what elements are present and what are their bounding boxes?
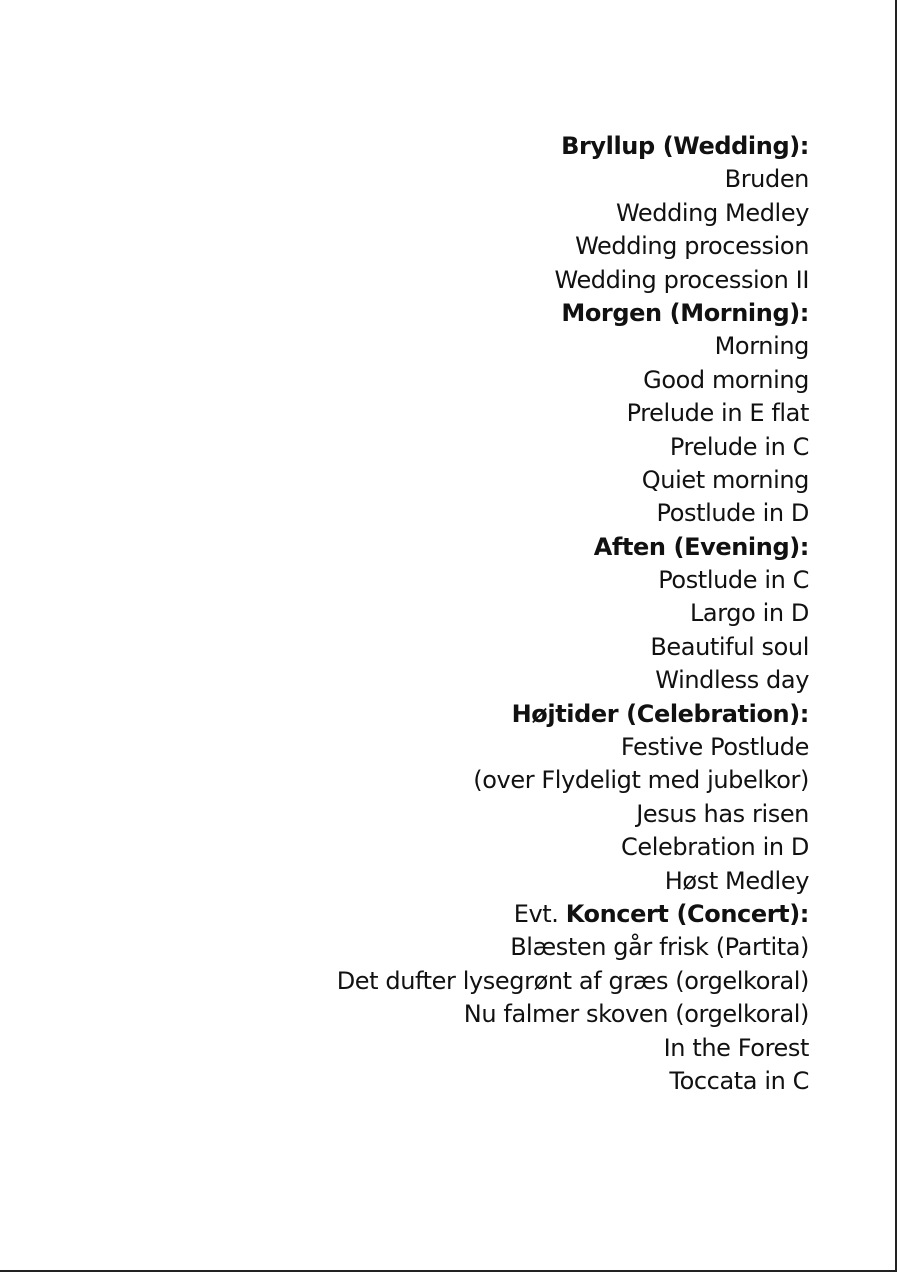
section-heading-evening xyxy=(89,531,809,564)
list-item: Blæsten går frisk (Partita) xyxy=(510,933,809,962)
list-item: Høst Medley xyxy=(664,866,809,895)
section-prefix: Evt. xyxy=(513,899,566,928)
section-title: Morgen (Morning): xyxy=(561,298,809,327)
section-title: Aften (Evening): xyxy=(593,532,809,561)
list-item: Quiet morning xyxy=(641,465,809,494)
list-item: Bruden xyxy=(724,165,809,194)
repertoire-list xyxy=(89,130,809,1098)
list-item: Postlude in D xyxy=(656,499,809,528)
list-item: Windless day xyxy=(655,666,809,695)
section-heading-wedding xyxy=(89,130,809,163)
list-item: Wedding procession xyxy=(575,232,809,261)
section-heading-concert xyxy=(89,898,809,931)
section-title: Højtider (Celebration): xyxy=(511,699,809,728)
list-item: Prelude in E flat xyxy=(626,399,809,428)
list-item: Prelude in C xyxy=(669,432,809,461)
list-item: Toccata in C xyxy=(669,1066,809,1095)
list-item: Celebration in D xyxy=(621,833,809,862)
list-item: Postlude in C xyxy=(658,566,809,595)
list-item: Det dufter lysegrønt af græs (orgelkoral) xyxy=(336,966,809,995)
list-item: Jesus has risen xyxy=(636,799,809,828)
list-item: Beautiful soul xyxy=(650,632,809,661)
list-item: Wedding Medley xyxy=(615,198,809,227)
list-item: Festive Postlude xyxy=(620,733,809,762)
section-heading-celebration xyxy=(89,698,809,731)
list-item: Good morning xyxy=(643,365,809,394)
section-heading-morning xyxy=(89,297,809,330)
section-title: Bryllup (Wedding): xyxy=(561,132,809,160)
list-item: Largo in D xyxy=(689,599,809,628)
list-item: (over Flydeligt med jubelkor) xyxy=(473,766,809,795)
list-item: In the Forest xyxy=(663,1033,809,1062)
section-title: Koncert (Concert): xyxy=(565,899,809,928)
list-item: Morning xyxy=(714,332,809,361)
list-item: Nu falmer skoven (orgelkoral) xyxy=(463,1000,809,1029)
list-item: Wedding procession II xyxy=(554,265,809,294)
